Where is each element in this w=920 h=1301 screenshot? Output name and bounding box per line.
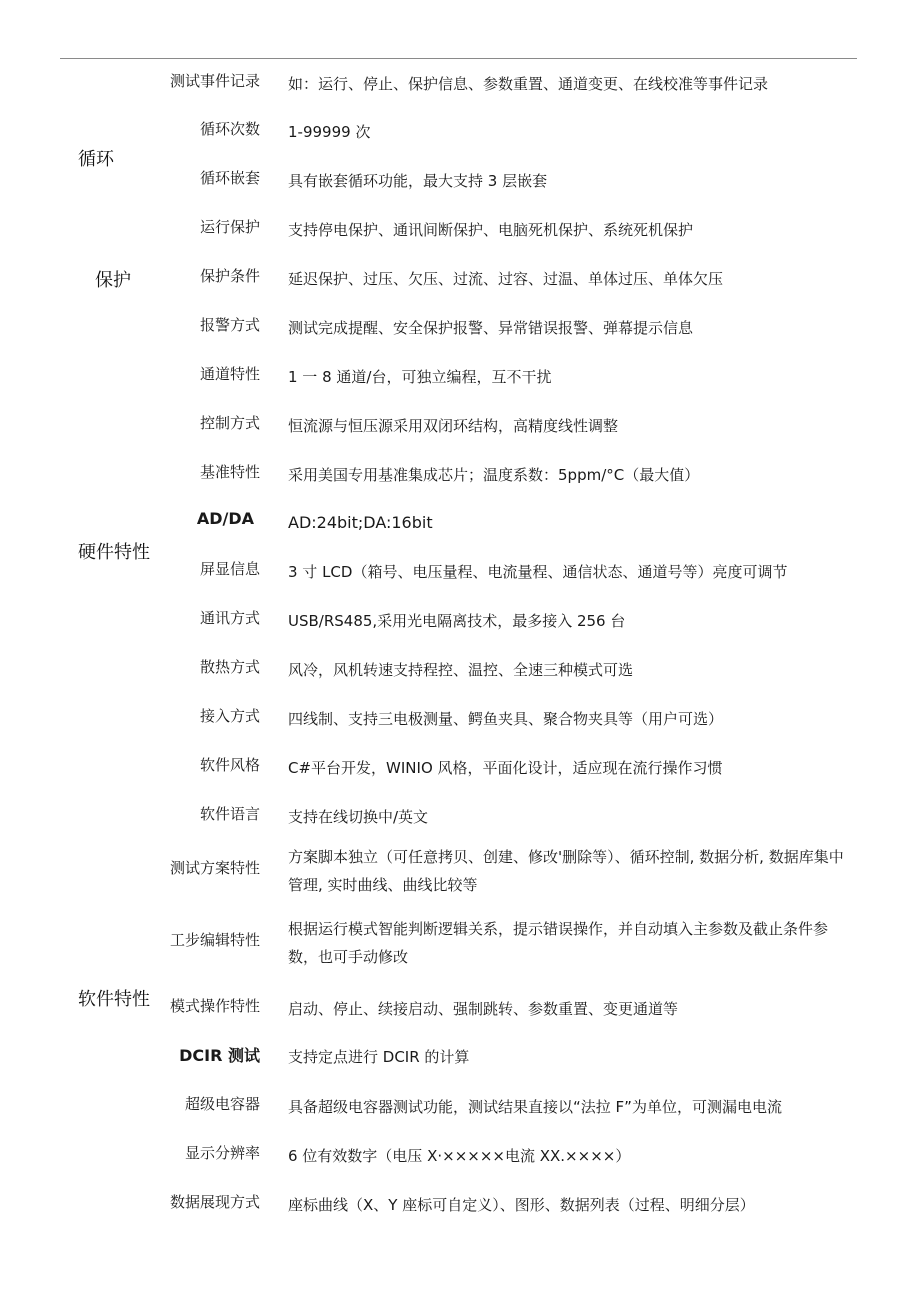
spec-value: 支持停电保护、通讯间断保护、电脑死机保护、系统死机保护 bbox=[288, 221, 694, 239]
spec-value: USB/RS485,采用光电隔离技术，最多接入 256 台 bbox=[288, 612, 626, 630]
spec-value: 具备超级电容器测试功能，测试结果直接以“法拉 F”为单位，可测漏电电流 bbox=[288, 1098, 782, 1116]
spec-label: 通道特性 bbox=[199, 365, 260, 383]
spec-value: 四线制、支持三电极测量、鳄鱼夹具、聚合物夹具等（用户可选） bbox=[288, 710, 724, 728]
spec-label: 通讯方式 bbox=[199, 609, 260, 627]
spec-value: 方案脚本独立（可任意拷贝、创建、修改'删除等）、循环控制, 数据分析, 数据库集中管理, 实时曲线、曲线比较等 bbox=[288, 848, 844, 894]
spec-label: 运行保护 bbox=[199, 218, 260, 236]
spec-value: 6 位有效数字（电压 X·×××××电流 XX.××××） bbox=[288, 1147, 631, 1165]
spec-label: 显示分辨率 bbox=[184, 1144, 260, 1162]
spec-label: 报警方式 bbox=[199, 316, 260, 334]
spec-value: 恒流源与恒压源采用双闭环结构，高精度线性调整 bbox=[288, 417, 619, 435]
spec-value: 风冷，风机转速支持程控、温控、全速三种模式可选 bbox=[288, 661, 634, 679]
spec-label: 数据展现方式 bbox=[169, 1193, 260, 1211]
spec-value: C#平台开发，WINIO 风格，平面化设计，适应现在流行操作习惯 bbox=[288, 759, 723, 777]
spec-label: 控制方式 bbox=[199, 414, 260, 432]
spec-label: 接入方式 bbox=[199, 707, 260, 725]
spec-label: 散热方式 bbox=[199, 658, 260, 676]
spec-value: 启动、停止、续接启动、强制跳转、参数重置、变更通道等 bbox=[288, 1000, 679, 1018]
spec-label: 测试事件记录 bbox=[169, 72, 260, 90]
spec-label: 工步编辑特性 bbox=[169, 931, 260, 949]
spec-label: 超级电容器 bbox=[184, 1095, 260, 1113]
spec-label: 模式操作特性 bbox=[169, 997, 260, 1015]
spec-value: 如：运行、停止、保护信息、参数重置、通道变更、在线校准等事件记录 bbox=[288, 75, 769, 93]
spec-value: 3 寸 LCD（箱号、电压量程、电流量程、通信状态、通道号等）亮度可调节 bbox=[288, 563, 788, 581]
top-rule bbox=[60, 58, 857, 59]
spec-label: 测试方案特性 bbox=[169, 859, 260, 877]
category-hardware: 硬件特性 bbox=[78, 542, 150, 563]
spec-value: 支持定点进行 DCIR 的计算 bbox=[288, 1048, 470, 1066]
spec-label: 软件语言 bbox=[199, 805, 260, 823]
category-cycle: 循环 bbox=[78, 149, 114, 170]
spec-value: 1-99999 次 bbox=[288, 123, 371, 141]
spec-label: 屏显信息 bbox=[199, 560, 260, 578]
category-protect: 保护 bbox=[95, 270, 131, 291]
spec-value: 延迟保护、过压、欠压、过流、过容、过温、单体过压、单体欠压 bbox=[288, 270, 724, 288]
spec-value: 支持在线切换中/英文 bbox=[288, 808, 429, 826]
spec-label: 循环次数 bbox=[199, 120, 260, 138]
category-software: 软件特性 bbox=[78, 989, 150, 1010]
spec-label: 软件风格 bbox=[199, 756, 260, 774]
spec-label: AD/DA bbox=[196, 509, 254, 528]
spec-value: 测试完成提醒、安全保护报警、异常错误报警、弹幕提示信息 bbox=[288, 319, 694, 337]
spec-label: 循环嵌套 bbox=[199, 169, 260, 187]
spec-value: 具有嵌套循环功能，最大支持 3 层嵌套 bbox=[288, 172, 548, 190]
spec-label: DCIR 测试 bbox=[179, 1046, 260, 1065]
spec-value: 座标曲线（X、Y 座标可自定义）、图形、数据列表（过程、明细分层） bbox=[288, 1196, 755, 1214]
spec-value: 根据运行模式智能判断逻辑关系，提示错误操作，并自动填入主参数及截止条件参数，也可手动修改 bbox=[288, 920, 829, 966]
spec-label: 保护条件 bbox=[199, 267, 260, 285]
spec-value: AD:24bit;DA:16bit bbox=[288, 513, 433, 532]
spec-value: 采用美国专用基准集成芯片；温度系数：5ppm/°C（最大值） bbox=[288, 466, 700, 484]
spec-value: 1 一 8 通道/台，可独立编程，互不干扰 bbox=[288, 368, 552, 386]
spec-label: 基准特性 bbox=[199, 463, 260, 481]
